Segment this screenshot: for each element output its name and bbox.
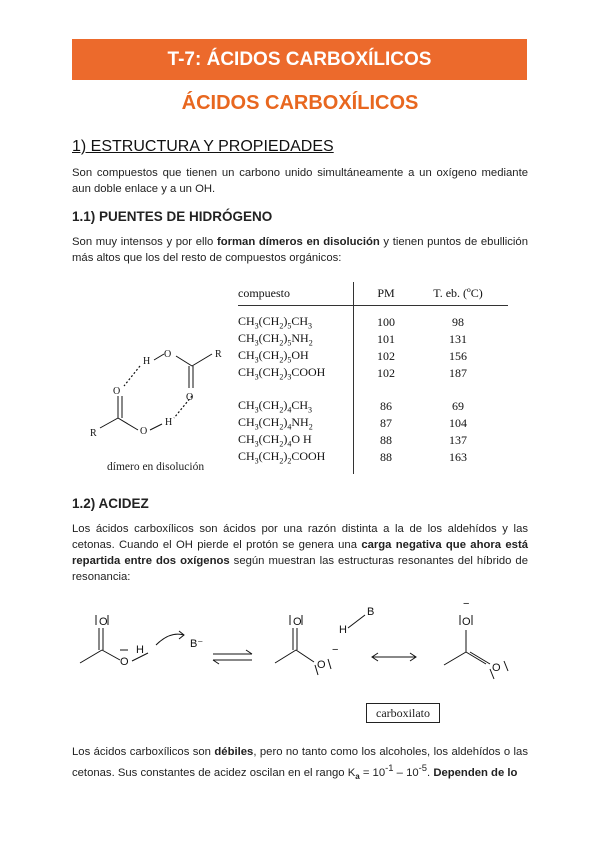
formula-subscript: 3 (254, 439, 259, 449)
formula-text: ) (283, 314, 288, 329)
table-row (238, 331, 498, 348)
formula-subscript: 2 (308, 338, 313, 348)
formula-subscript: 4 (287, 422, 292, 432)
text-run: = 10 (359, 766, 386, 779)
formula-subscript: 2 (279, 422, 284, 432)
formula-text: ) (283, 348, 288, 363)
cell-boiling-point: 156 (449, 349, 467, 363)
boiling-point-table (238, 282, 498, 466)
carboxylate-label: carboxilato (366, 703, 440, 723)
header-compound: compuesto (238, 285, 290, 300)
table-row (238, 398, 498, 415)
table-header-row (238, 282, 498, 304)
conjugate-acid-base: B (367, 606, 375, 618)
formula-subscript: 2 (279, 321, 284, 331)
hydrogen-bond-lines (124, 366, 192, 418)
cell-boiling-point: 131 (449, 332, 467, 346)
cell-pm: 102 (377, 349, 395, 363)
cell-boiling-point: 104 (449, 416, 467, 430)
resonance-scheme-diagram (70, 595, 530, 690)
formula-text: CH (238, 432, 255, 447)
formula-subscript: 2 (279, 338, 284, 348)
cell-boiling-point: 137 (449, 433, 467, 447)
formula-subscript: 4 (287, 405, 292, 415)
formula-text: NH (291, 415, 309, 430)
cell-formula (238, 348, 354, 365)
formula-subscript: 3 (254, 355, 259, 365)
formula-text: COOH (291, 449, 326, 464)
anionic-oxygen: O (317, 659, 326, 671)
cell-pm: 102 (377, 366, 395, 380)
table-row (238, 348, 498, 365)
formula-text: CH (238, 314, 255, 329)
formula-subscript: 2 (308, 422, 313, 432)
cell-formula (238, 449, 354, 466)
formula-text: CH (238, 331, 255, 346)
bold-text-run: débiles (214, 746, 254, 758)
carbonyl-oxygen: O (492, 662, 501, 674)
cell-pm: 88 (380, 433, 392, 447)
formula-text: CH (291, 398, 309, 413)
formula-text: ) (283, 331, 288, 346)
dimer-o: O (186, 392, 194, 403)
negative-charge: − (332, 644, 339, 656)
cell-pm: 86 (380, 399, 392, 413)
formula-text: (CH (258, 432, 280, 447)
formula-text: CH (238, 365, 255, 380)
formula-text: ) (283, 415, 288, 430)
cell-formula (238, 398, 354, 415)
section-heading-hydrogen-bonds: 1.1) PUENTES DE HIDRÓGENO (72, 209, 273, 224)
table-row (238, 449, 498, 466)
base-anion: B⁻ (190, 638, 204, 650)
formula-text: (CH (258, 365, 280, 380)
formula-text: ) (283, 432, 288, 447)
cell-boiling-point: 69 (452, 399, 464, 413)
text-run: , pero no tanto como los alcoholes, los aldehídos o las cetonas. Sus constantes de acidez oscilan en el rango K (72, 746, 528, 779)
acidic-hydrogen: H (136, 644, 144, 656)
section-heading-acidity: 1.2) ACIDEZ (72, 496, 149, 511)
formula-subscript: 3 (254, 422, 259, 432)
formula-text: CH (238, 348, 255, 363)
cell-formula (238, 365, 354, 382)
structure-paragraph: Son compuestos que tienen un carbono unido simultáneamente a un oxígeno mediante aun doble enlace y a un OH. (72, 167, 528, 195)
formula-subscript: 5 (287, 338, 292, 348)
formula-text: NH (291, 331, 309, 346)
superscript: -1 (385, 762, 394, 773)
formula-subscript: 3 (254, 321, 259, 331)
chapter-banner: T-7: ÁCIDOS CARBOXÍLICOS (72, 39, 527, 80)
subscript: a (355, 772, 360, 782)
dimer-o: O (164, 349, 172, 360)
formula-subscript: 3 (254, 456, 259, 466)
dimer-o: O (140, 426, 148, 437)
formula-text: (CH (258, 348, 280, 363)
formula-subscript: 3 (254, 372, 259, 382)
formula-text: (CH (258, 331, 280, 346)
text-run: Los ácidos carboxílicos son ácidos por una razón distinta a la de los aldehídos y las cetonas. Cuando el OH pierde el protón se genera una (72, 523, 528, 551)
formula-text: (CH (258, 314, 280, 329)
cell-pm: 87 (380, 416, 392, 430)
table-row (238, 415, 498, 432)
formula-subscript: 2 (279, 405, 284, 415)
formula-text: (CH (258, 415, 280, 430)
formula-text: ) (283, 449, 288, 464)
acidity-paragraph (72, 521, 528, 585)
formula-subscript: 5 (287, 321, 292, 331)
formula-subscript: 3 (254, 405, 259, 415)
formula-subscript: 2 (287, 456, 292, 466)
formula-text: CH (238, 398, 255, 413)
dimer-structure-diagram (80, 330, 240, 480)
text-run: – 10 (393, 766, 419, 779)
formula-subscript: 2 (279, 372, 284, 382)
cell-formula (238, 331, 354, 348)
cell-boiling-point: 163 (449, 450, 467, 464)
formula-text: (CH (258, 398, 280, 413)
dimer-r-left: R (90, 428, 97, 439)
conjugate-acid-hydrogen: H (339, 624, 347, 636)
header-pm: PM (377, 285, 395, 300)
bold-text-run: carga negativa que ahora está repartida entre dos oxígenos (72, 539, 528, 567)
formula-text: (CH (258, 449, 280, 464)
cell-formula (238, 314, 354, 331)
formula-text: OH (291, 348, 309, 363)
formula-subscript: 3 (254, 338, 259, 348)
formula-subscript: 4 (287, 439, 292, 449)
table-row (238, 432, 498, 449)
formula-text: ) (283, 365, 288, 380)
hydrogen-bonds-paragraph (72, 234, 528, 266)
negative-charge-top: − (463, 598, 470, 610)
bold-text-run: Dependen de lo (433, 766, 518, 779)
formula-subscript: 3 (308, 321, 313, 331)
dimer-caption: dímero en disolución (107, 461, 205, 473)
dimer-o: O (113, 386, 121, 397)
text-run: Los ácidos carboxílicos son (72, 746, 215, 758)
page-title: ÁCIDOS CARBOXÍLICOS (181, 92, 419, 114)
formula-text: CH (291, 314, 309, 329)
cell-formula (238, 432, 354, 449)
formula-subscript: 5 (287, 355, 292, 365)
acidity-constants-paragraph (72, 744, 528, 785)
anionic-oxygen: O (462, 616, 471, 628)
cell-formula (238, 415, 354, 432)
carbonyl-oxygen: O (293, 616, 302, 628)
formula-text: ) (283, 398, 288, 413)
cell-pm: 88 (380, 450, 392, 464)
table-row (238, 314, 498, 331)
formula-subscript: 2 (279, 355, 284, 365)
formula-text: CH (238, 449, 255, 464)
bold-text-run: forman dímeros en disolución (216, 236, 380, 248)
header-boiling-point: T. eb. (ºC) (433, 285, 483, 300)
formula-subscript: 3 (308, 405, 313, 415)
hydroxyl-oxygen: O (120, 656, 129, 668)
formula-subscript: 2 (279, 456, 284, 466)
cell-pm: 101 (377, 332, 395, 346)
cell-pm: 100 (377, 315, 395, 329)
formula-text: COOH (291, 365, 326, 380)
cell-boiling-point: 187 (449, 366, 467, 380)
formula-text: CH (238, 415, 255, 430)
dimer-h: H (165, 417, 173, 428)
text-run: . (427, 766, 434, 779)
text-run: según muestran las estructuras resonantes del híbrido de resonancia: (72, 555, 529, 583)
table-row (238, 365, 498, 382)
dimer-r-right: R (215, 349, 222, 360)
superscript: -5 (418, 762, 428, 773)
formula-subscript: 3 (287, 372, 292, 382)
carbonyl-oxygen: O (99, 616, 108, 628)
text-run: Son muy intensos y por ello (72, 236, 217, 248)
formula-subscript: 2 (279, 439, 284, 449)
section-heading-structure: 1) ESTRUCTURA Y PROPIEDADES (72, 138, 334, 155)
text-run: y tienen puntos de ebullición más altos que los del resto de compuestos orgánicos: (72, 236, 528, 264)
dimer-h: H (143, 356, 151, 367)
cell-boiling-point: 98 (452, 315, 464, 329)
formula-text: O H (291, 432, 312, 447)
